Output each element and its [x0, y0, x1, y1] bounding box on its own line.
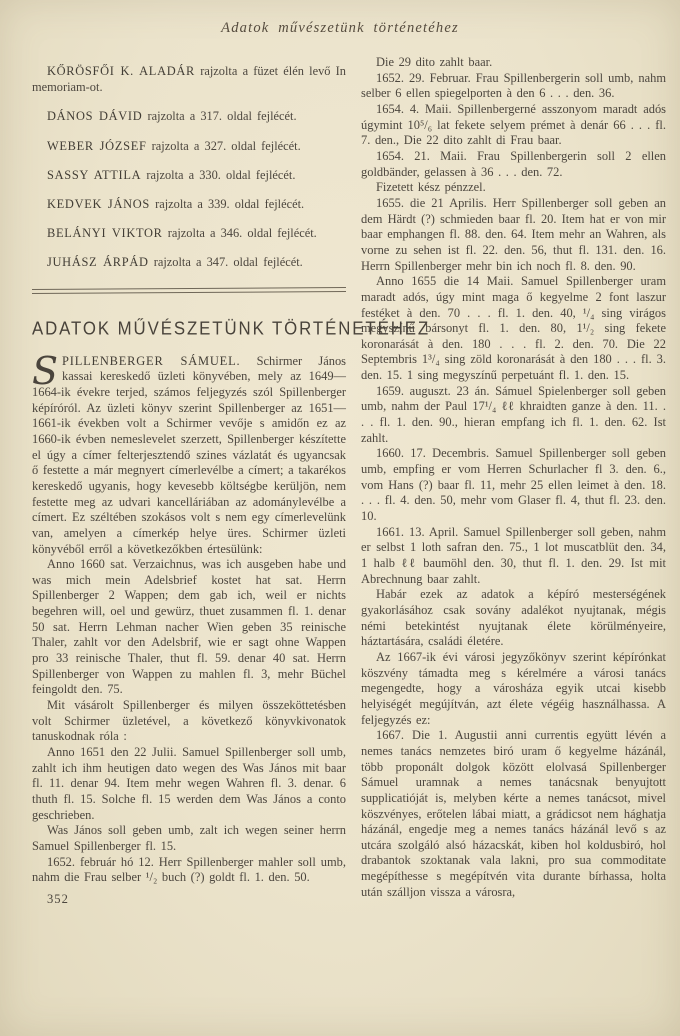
body-paragraph: 1661. 13. April. Samuel Spillenberger soll geben, nahm er selbst 1 loth safran den. 75., 1 lot muscatblüt den. 34, 1 halb ℓℓ baumöhl den. 30, thut fl. 1. den. 29. Ist mit Abrechnung baar zahlt. — [361, 524, 666, 586]
body-paragraph: Habár ezek az adatok a képíró mesterségének gyakorlásához csak sovány adalékot nyujtanak, mégis némi betekintést nyujtanak élete körülményeire, háztartására, családi életére. — [361, 587, 666, 649]
credit-text: rajzolta a 327. oldal fejlécét. — [146, 138, 301, 153]
body-paragraph: 1652. 29. Februar. Frau Spillenbergerin soll umb, nahm selber 6 ellen spiegelporten à den 6 . . . den. 36. — [361, 70, 666, 101]
two-column-layout — [0, 54, 680, 907]
credit-artist-name: JUHÁSZ ÁRPÁD — [47, 255, 149, 270]
body-paragraph: 1654. 4. Maii. Spillenbergerné asszonyom maradt adós úgymint 10⁵/₆ lat fekete selyem prémet à denár 66 . . . fl. 7. den., Die 22 dito zahlt di Frau baar. — [361, 101, 666, 148]
credit-line — [32, 63, 346, 95]
body-paragraph: Anno 1651 den 22 Julii. Samuel Spillenberger soll umb, zahlt ich ihm heutigen dato wegen des Was János mit baar fl. 11. denar 94. Item mehr wegen Wahren fl. 3. denar. 6 thuth fl. 15. Solche fl. 15 werden dem Was János a conto geschrieben. — [32, 745, 346, 822]
body-paragraph: 1655. die 21 Aprilis. Herr Spillenberger soll geben an dem Härdt (?) schmieden baar fl. 20. Item hat er von mir baar emphangen fl. 88. den. 64. Item mehr an Wahren, als vorne zu sehen ist fl. 22. den. 56, thut fl. 131. den. 16. Herrn Spillenberger mehr bin ich noch fl. 8. den. 90. — [361, 195, 666, 273]
body-paragraph: Anno 1655 die 14 Maii. Samuel Spillenberger uram maradt adós, úgy mint maga ő kegyelme 2 font laszur festéket à den. 70 . . . fl. 1. den. 40, ¹/₄ sing virágos megyszínű bársonyt fl. 1. den. 80, 1¹/₂ sing fekete koronarását à den. 180 . . . fl. 2. den. 70. Die 22 Septembris 1³/₄ sing zöld koronarását à den 180 . . . fl. 3. den. 15. 1 sing megyszínű perpetuánt fl. 1. den. 15. — [361, 274, 666, 383]
body-paragraph: 1667. Die 1. Augustii anni currentis együtt lévén a nemes tanács nemzetes biró uram ő kegyelme házánál, több proponált dolgok között elolvasá Spillenberger Sámuel uramnak a nemes tanácsnak benyujtott supplicatióját is, melyben kérte a nemes tanácsot, mivel köszvényes, erőtelen lábai miatt, a grádicsot nem hághatja házánál, engedje meg a nemes tanács házánál levő s az utcára szolgáló alsó házacskát, kiben hol koldusbiró, hol drabantok szoktanak vala lakni, pro sua commoditate megépíthesse s megépítvén vita durante bírhassa, holta után szálljon vissza a városra, — [361, 728, 666, 899]
credit-line — [32, 167, 346, 183]
article-lead-paragraph — [32, 348, 347, 558]
body-paragraph: Anno 1660 sat. Verzaichnus, was ich ausgeben habe und was mich mein Adelsbrief kostet hat sat. Herrn Spillenberger 2 Wappen; dem gab ich, weil er nichts begehren will, oel und gewürz, thuet zusammen fl. 1. denar 50 sat. Herrn Lehman nacher Wien geben 35 reinische Thaler, zahlt vor den Adelsbrif, wie er sagt ohne Wappen pro 33 reinische Thaler, thut fl. 59. denar 40 sat. Herrn Spillenberger von Wappen zu mahlen fl. 3, mehr Büchel feingoldt den. 75. — [32, 557, 346, 697]
body-paragraph: Die 29 dito zahlt baar. — [376, 55, 493, 69]
credit-line — [32, 108, 346, 124]
credit-artist-name: DÁNOS DÁVID — [47, 109, 143, 124]
body-paragraph: 1654. 21. Maii. Frau Spillenbergerin soll 2 ellen goldbänder, gelassen à 36 . . . den. 72. — [361, 148, 666, 179]
credit-text: rajzolta a 317. oldal fejlécét. — [142, 109, 297, 124]
credits-list — [32, 63, 346, 271]
body-paragraph: 1660. 17. Decembris. Samuel Spillenberger soll geben umb, empfing er vom Herren Schurlacher fl 3. den. 6., vom Hans (?) baar fl. 11, mehr 25 ellen leimet à den. 18. . . . fl. 4. den. 50, mehr vom Glaser fl. 4, thut fl. 23. den. 10. — [361, 446, 666, 524]
credit-text: rajzolta a füzet élén levő In memoriam-ot. — [32, 64, 347, 95]
credit-artist-name: WEBER JÓZSEF — [47, 138, 147, 153]
credit-artist-name: SASSY ATTILA — [47, 167, 142, 182]
body-paragraph: Was János soll geben umb, zalt ich wegen seiner herrn Samuel Spillenberger fl. 15. — [32, 823, 346, 853]
credit-line — [32, 254, 346, 270]
body-paragraph: Az 1667-ik évi városi jegyzőkönyv szerint képírónkat köszvény támadta meg s kérelmére a városi tanács megengedte, hogy a városháza egyik utcai kisebb helyiségét megújítván, azt élete végéig használhassa. A feljegyzés ez: — [361, 649, 666, 727]
body-paragraph: Fizetett kész pénzzel. — [376, 180, 486, 195]
credit-text: rajzolta a 346. oldal fejlécét. — [162, 226, 317, 241]
credit-artist-name: KŐRÖSFŐI K. ALADÁR — [47, 64, 195, 78]
body-paragraph: 1652. február hó 12. Herr Spillenberger mahler soll umb, nahm die Frau selber ¹/₂ buch (?) goldt fl. 1. den. 50. — [32, 854, 346, 885]
credit-artist-name: KEDVEK JÁNOS — [47, 197, 150, 212]
lead-name-caps: PILLENBERGER SÁMUEL. — [62, 353, 241, 368]
page-number: 352 — [47, 891, 69, 906]
credit-line — [32, 138, 346, 154]
credit-text: rajzolta a 339. oldal fejlécét. — [150, 197, 305, 212]
credit-text: rajzolta a 330. oldal fejlécét. — [141, 167, 296, 182]
right-column — [361, 54, 666, 907]
body-paragraph: Mit vásárolt Spillenberger és milyen összeköttetésben volt Schirmer üzletével, a következő könyvkivonatok tanuskodnak róla : — [32, 698, 346, 744]
section-heading: ADATOK MŰVÉSZETÜNK TÖRTÉNETÉHEZ — [32, 316, 431, 339]
lead-paragraph-text: Schirmer János kassai kereskedő üzleti könyvében, mely az 1649—1664-ik évekre terjed, számos feljegyzés szól Spillenberger képíróról. Az üzleti könyv szerint Spillenberger az 1651—1661-ik években volt a Schirmer vevője s amidőn ez az 1660-ik évben nemeslevelet szerzett, Spillenberger készítette el úgy a címer felterjesztendő szines vázlatát és ugyancsak ő festette a már megnyert címerlevélbe a címert; a takarékos kereskedő ugyanis, hogy kevesebb költségbe kerüljön, nem festette meg az udvari kancelláriában az adománylevélbe a címert. Ez széltében szokásos volt s nem egy címerlevelünk van, amelyen a címerkép helye üres. Schirmer üzleti könyvéből erről a következőkben értesülünk: — [32, 353, 347, 556]
credit-artist-name: BELÁNYI VIKTOR — [47, 226, 163, 241]
running-header: Adatok művészetünk történetéhez — [221, 20, 459, 36]
body-paragraph: 1659. auguszt. 23 án. Sámuel Spielenberger soll geben umb, nahm der Paul 17¹/₄ ℓℓ khraidten ganze à den. 11. . . . fl. 1. den. 90., hieran empfang ich fl. 1. den. 62. Ist zahlt. — [361, 383, 666, 445]
credit-line — [32, 225, 346, 241]
credit-text: rajzolta a 347. oldal fejlécét. — [148, 255, 303, 270]
section-divider-rule — [32, 287, 346, 294]
credit-line — [32, 196, 346, 212]
dropcap-letter: S — [32, 348, 59, 393]
